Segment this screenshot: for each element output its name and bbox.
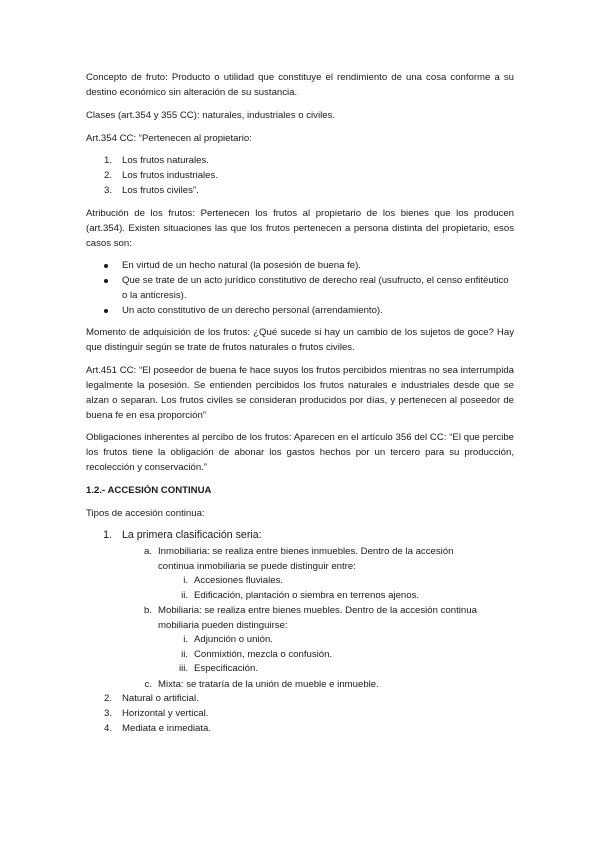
paragraph-tipos: Tipos de accesión continua:	[86, 508, 205, 519]
list-roman: i.	[183, 575, 188, 586]
list-number: 2.	[103, 170, 112, 181]
list-item: Un acto constitutivo de un derecho personal (arrendamiento).	[122, 305, 383, 316]
list-item: Natural o artificial.	[122, 693, 199, 704]
list-letter: c.	[144, 679, 152, 690]
list-number: 2.	[103, 693, 112, 704]
list-item: Los frutos civiles”.	[122, 185, 199, 196]
list-roman: ii.	[181, 590, 188, 601]
list-item: En virtud de un hecho natural (la posesión de buena fe).	[122, 260, 361, 271]
bullet-icon	[104, 309, 108, 313]
list-item: Horizontal y vertical.	[122, 708, 209, 719]
list-item: Los frutos naturales.	[122, 155, 209, 166]
list-item: Edificación, plantación o siembra en terrenos ajenos.	[194, 590, 420, 601]
list-item: Adjunción o unión.	[194, 634, 273, 645]
list-item: Mobiliaria: se realiza entre bienes muebles. Dentro de la accesión continua mobiliaria pueden distinguirse:	[158, 605, 477, 631]
list-roman: iii.	[178, 663, 188, 674]
list-roman: ii.	[181, 649, 188, 660]
list-roman: i.	[183, 634, 188, 645]
paragraph-concepto-fruto: Concepto de fruto: Producto o utilidad que constituye el rendimiento de una cosa conforme a su destino económico sin alteración de su sustancia.	[86, 72, 514, 98]
paragraph-art451: Art.451 CC: “El poseedor de buena fe hace suyos los frutos percibidos mientras no sea interrumpida legalmente la posesión. Se entienden percibidos los frutos naturales e industriales desde que se alzan o separan. Los frutos civiles se consideran producidos por días, y pertenecen al poseedor de buena fe en esa proporción”	[86, 365, 514, 421]
list-item: Los frutos industriales.	[122, 170, 218, 181]
paragraph-art354: Art.354 CC: “Pertenecen al propietario:	[86, 133, 252, 144]
list-letter: a.	[143, 546, 152, 557]
list-letter: b.	[143, 605, 152, 616]
paragraph-atribucion: Atribución de los frutos: Pertenecen los frutos al propietario de los bienes que los producen (art.354). Existen situaciones las que los frutos pertenecen a persona distinta del propietario, esos casos son:	[86, 208, 514, 249]
list-item: Mixta: se trataría de la unión de mueble e inmueble.	[158, 679, 379, 690]
paragraph-obligaciones: Obligaciones inherentes al percibo de los frutos: Aparecen en el artículo 356 del CC: “El que percibe los frutos tiene la obligación de abonar los gastos hechos por un tercero para su producción, recolección y conservación.”	[86, 432, 514, 473]
list-number: 1.	[103, 155, 112, 166]
list-item: Mediata e inmediata.	[122, 723, 212, 734]
list-number: 1.	[103, 529, 112, 541]
list-item: Inmobiliaria: se realiza entre bienes inmuebles. Dentro de la accesión continua inmobiliaria se puede distinguir entre:	[158, 546, 454, 572]
list-item: La primera clasificación seria:	[122, 529, 262, 541]
list-number: 4.	[103, 723, 112, 734]
list-number: 3.	[103, 708, 112, 719]
paragraph-clases: Clases (art.354 y 355 CC): naturales, industriales o civiles.	[86, 110, 336, 121]
list-item: Especificación.	[194, 663, 258, 674]
list-item: Que se trate de un acto jurídico constitutivo de derecho real (usufructo, el censo enfitéutico o la anticresis).	[122, 275, 509, 301]
list-number: 3.	[103, 185, 112, 196]
paragraph-momento-adquisicion: Momento de adquisición de los frutos: ¿Qué sucede si hay un cambio de los sujetos de goce? Hay que distinguir según se trate de frutos naturales o frutos civiles.	[86, 327, 514, 353]
bullet-icon	[104, 279, 108, 283]
bullet-icon	[104, 264, 108, 268]
list-item: Conmixtión, mezcla o confusión.	[194, 649, 333, 660]
section-heading: 1.2.- ACCESIÓN CONTINUA	[86, 485, 212, 496]
list-item: Accesiones fluviales.	[194, 575, 284, 586]
